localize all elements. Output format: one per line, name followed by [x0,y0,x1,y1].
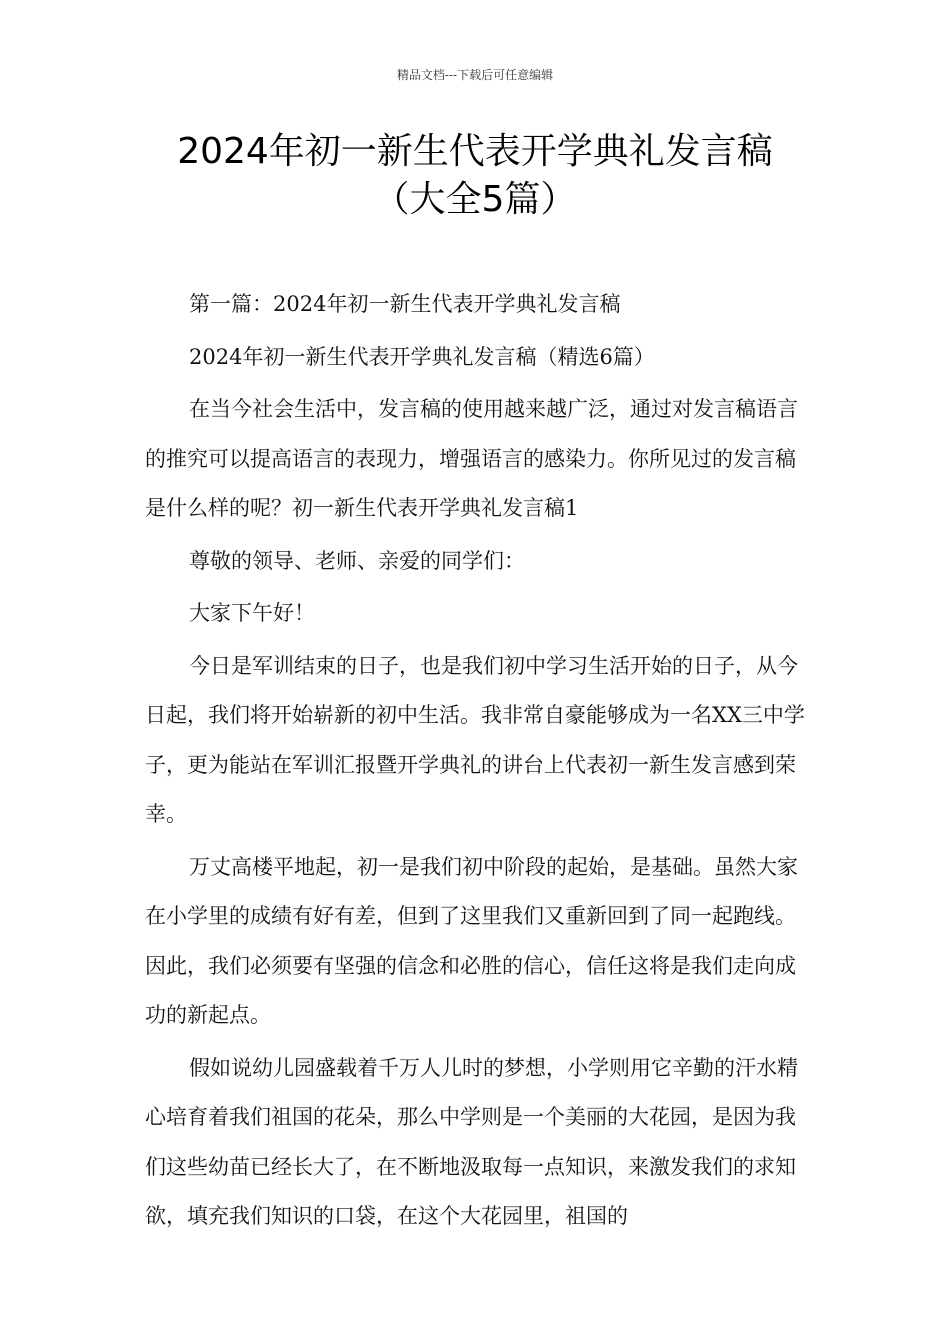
intro-paragraph: 在当今社会生活中，发言稿的使用越来越广泛，通过对发言稿语言的推究可以提高语言的表现力，增强语言的感染力。你所见过的发言稿是什么样的呢？初一新生代表开学典礼发言稿1 [145,397,798,520]
header-note: 精品文档---下载后可任意编辑 [396,68,554,82]
greeting-paragraph: 大家下午好！ [189,601,315,625]
title-line-2: （大全5篇） [373,179,577,220]
section-heading: 第一篇：2024年初一新生代表开学典礼发言稿 [189,292,621,316]
document-title [100,128,850,224]
salutation-paragraph: 尊敬的领导、老师、亲爱的同学们： [189,548,525,573]
body-paragraph: 万丈高楼平地起，初一是我们初中阶段的起始，是基础。虽然大家在小学里的成绩有好有差，但到了这里我们又重新回到了同一起跑线。因此，我们必须要有坚强的信念和必胜的信心，信任这将是我们走向成功的新起点。 [145,854,798,1027]
subtitle-paragraph: 2024年初一新生代表开学典礼发言稿（精选6篇） [189,344,655,369]
title-line-1: 2024年初一新生代表开学典礼发言稿 [177,131,773,172]
body-paragraph: 今日是军训结束的日子，也是我们初中学习生活开始的日子，从今日起，我们将开始崭新的初中生活。我非常自豪能够成为一名XX三中学子，更为能站在军训汇报暨开学典礼的讲台上代表初一新生发言感到荣幸。 [145,653,805,826]
document-body [145,280,810,1245]
body-paragraph: 假如说幼儿园盛载着千万人儿时的梦想，小学则用它辛勤的汗水精心培育着我们祖国的花朵，那么中学则是一个美丽的大花园，是因为我们这些幼苗已经长大了，在不断地汲取每一点知识，来激发我们的求知欲，填充我们知识的口袋，在这个大花园里，祖国的 [145,1055,798,1228]
